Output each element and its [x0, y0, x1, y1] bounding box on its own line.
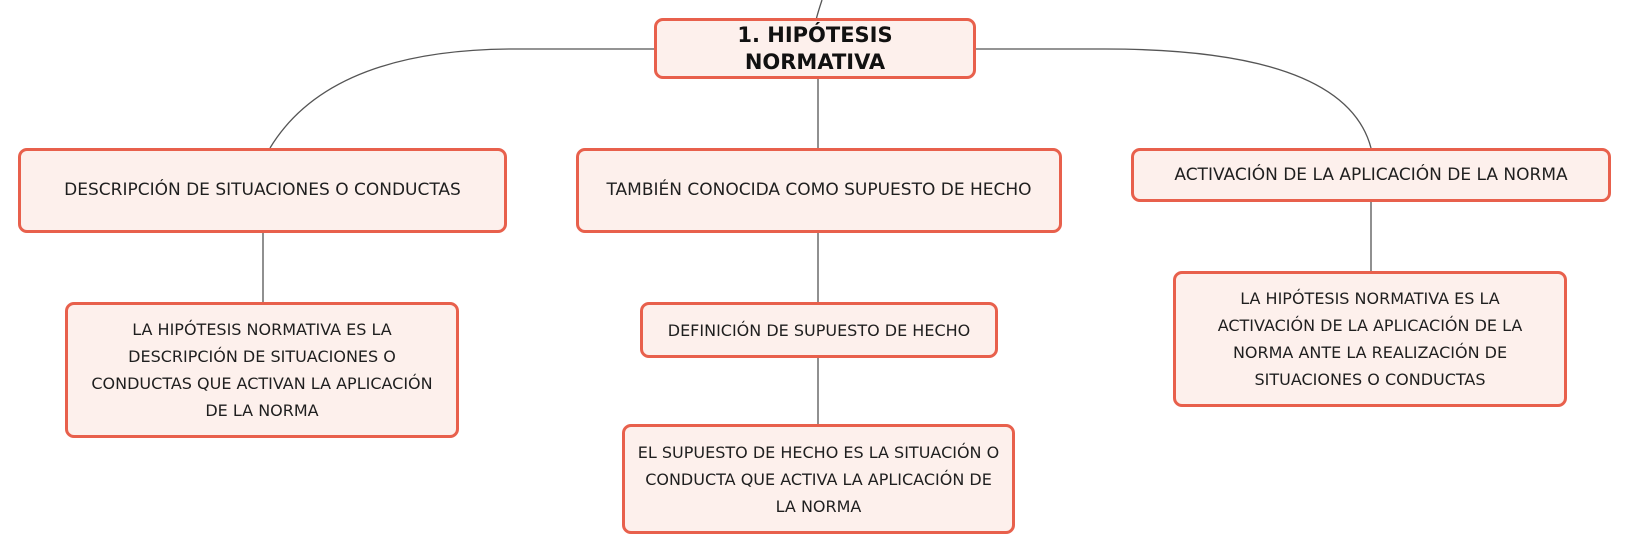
branch-topic-label: ACTIVACIÓN DE LA APLICACIÓN DE LA NORMA [1174, 164, 1568, 185]
subtopic-label: LA HIPÓTESIS NORMATIVA ES LA DESCRIPCIÓN DE SITUACIONES O CONDUCTAS QUE ACTIVAN LA APLICACIÓN DE LA NORMA [91, 320, 433, 420]
connector-root-to-branch-1 [270, 49, 654, 148]
branch-topic-descripcion[interactable] [18, 148, 507, 233]
root-topic[interactable] [654, 18, 976, 79]
connector-root-to-branch-3 [975, 49, 1371, 148]
branch-topic-label: TAMBIÉN CONOCIDA COMO SUPUESTO DE HECHO [606, 180, 1032, 200]
subtopic-supuesto-definition[interactable] [622, 424, 1015, 534]
subtopic-label: DEFINICIÓN DE SUPUESTO DE HECHO [667, 320, 971, 340]
branch-topic-supuesto[interactable] [576, 148, 1062, 233]
subtopic-label: LA HIPÓTESIS NORMATIVA ES LA ACTIVACIÓN DE LA APLICACIÓN DE LA NORMA ANTE LA REALIZACIÓN DE SITUACIONES O CONDUCTAS [1217, 289, 1523, 389]
subtopic-activacion-definition[interactable] [1173, 271, 1567, 407]
branch-topic-label: DESCRIPCIÓN DE SITUACIONES O CONDUCTAS [64, 180, 461, 200]
subtopic-definicion-supuesto[interactable] [640, 302, 998, 358]
branch-topic-activacion[interactable] [1131, 148, 1611, 202]
subtopic-descripcion-definition[interactable] [65, 302, 459, 438]
connector-parent-to-root [816, 0, 822, 20]
subtopic-label: EL SUPUESTO DE HECHO ES LA SITUACIÓN O CONDUCTA QUE ACTIVA LA APLICACIÓN DE LA NORMA [637, 442, 1000, 516]
root-topic-label: 1. HIPÓTESIS NORMATIVA [737, 22, 893, 74]
